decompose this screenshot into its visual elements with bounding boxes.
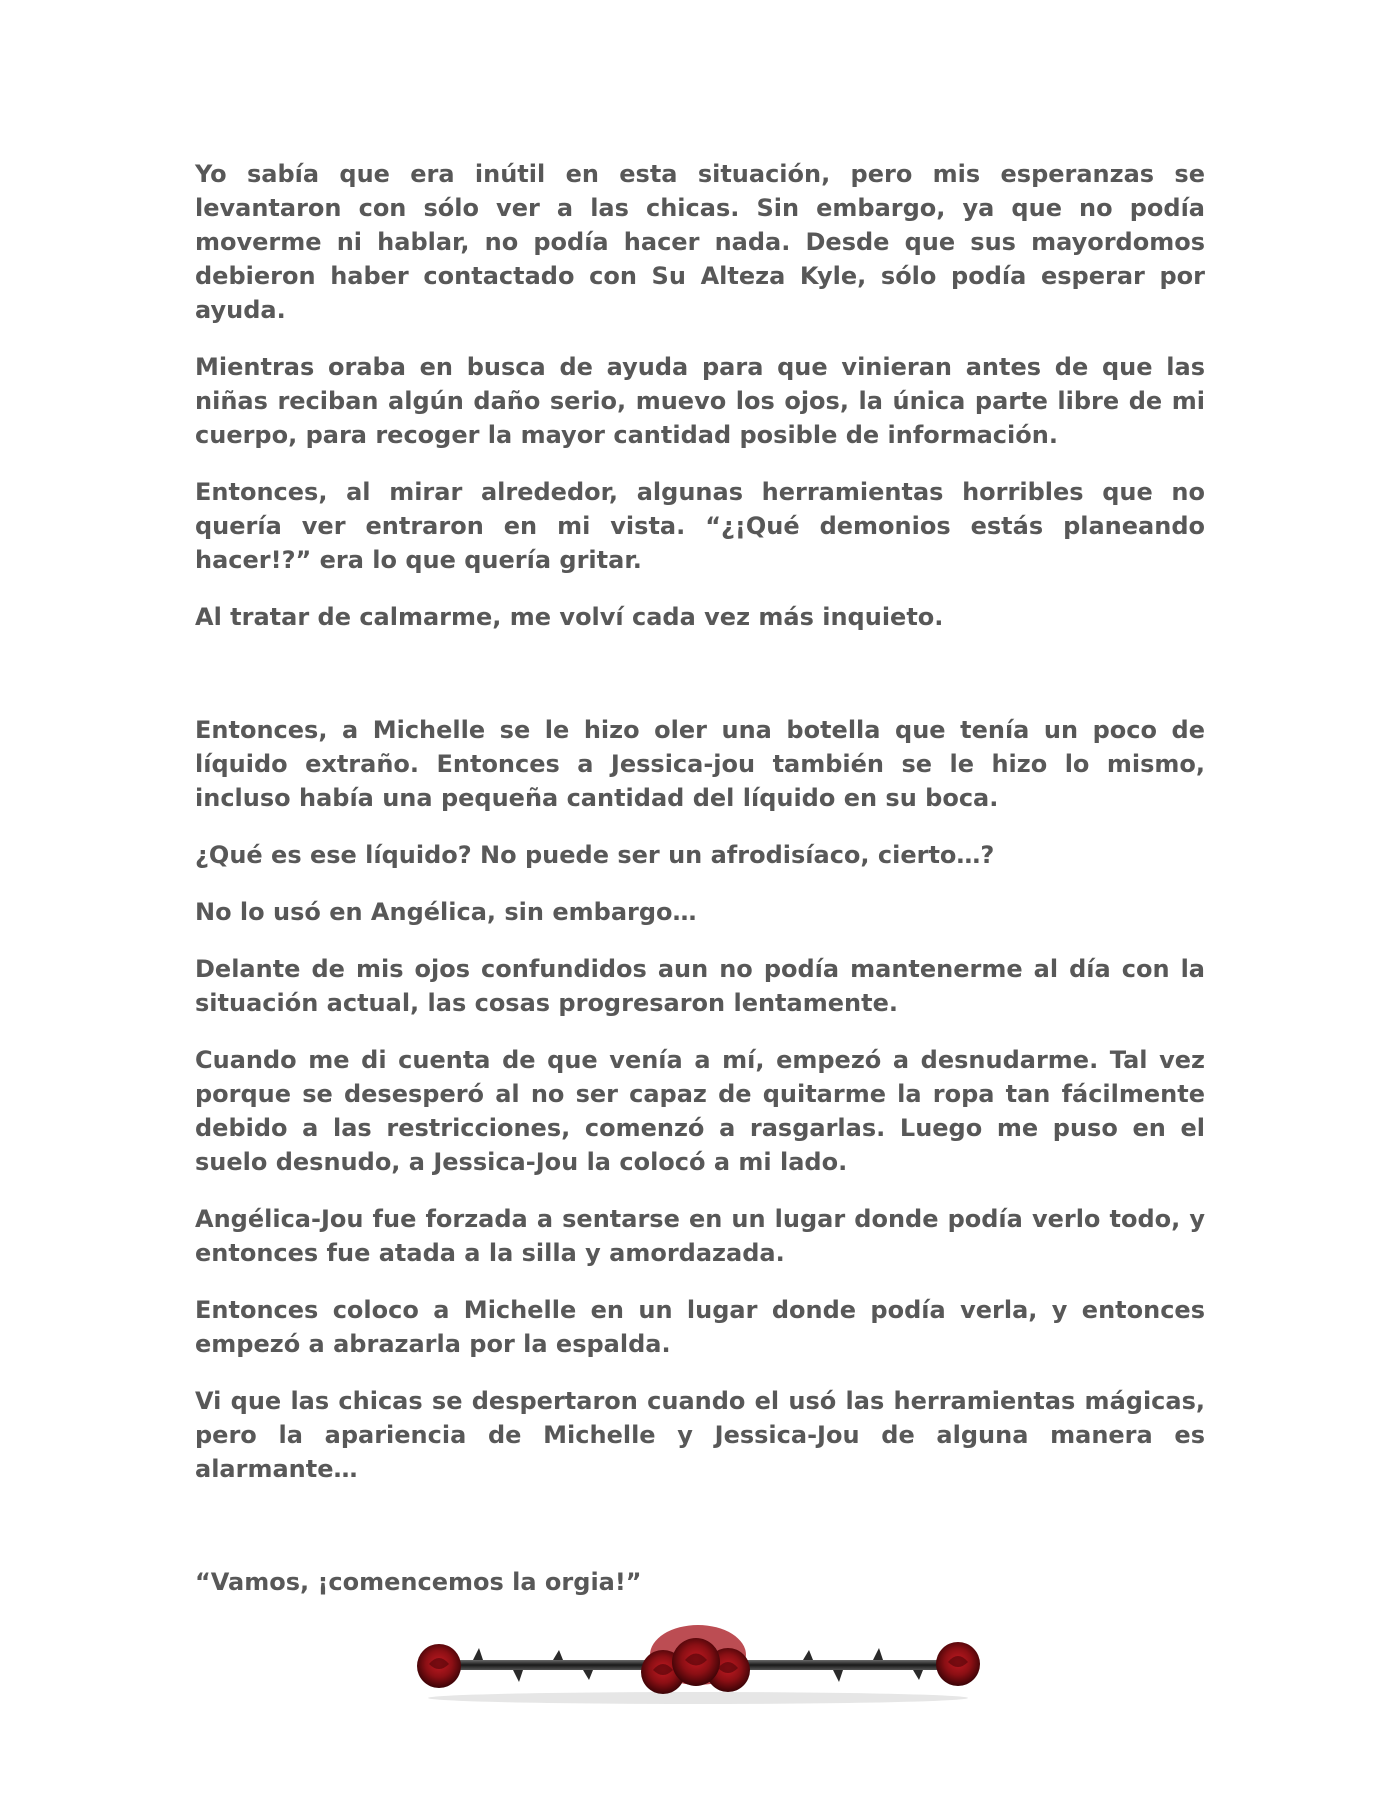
paragraph: No lo usó en Angélica, sin embargo… xyxy=(195,898,697,926)
paragraph: Mientras oraba en busca de ayuda para que vinieran antes de que las niñas reciban algún daño serio, muevo los ojos, la única parte libre de mi cuerpo, para recoger la mayor cantidad posible de información. xyxy=(195,353,1205,449)
section-break xyxy=(195,657,1205,713)
paragraph: Angélica-Jou fue forzada a sentarse en un lugar donde podía verlo todo, y entonces fue atada a la silla y amordazada. xyxy=(195,1205,1205,1267)
paragraph: Entonces coloco a Michelle en un lugar donde podía verla, y entonces empezó a abrazarla por la espalda. xyxy=(195,1296,1205,1358)
text-column xyxy=(195,157,1205,1622)
paragraph: Delante de mis ojos confundidos aun no podía mantenerme al día con la situación actual, las cosas progresaron lentamente. xyxy=(195,955,1205,1017)
paragraph: Cuando me di cuenta de que venía a mí, empezó a desnudarme. Tal vez porque se desesperó al no ser capaz de quitarme la ropa tan fácilmente debido a las restricciones, comenzó a rasgarlas. Luego me puso en el suelo desnudo, a Jessica-Jou la colocó a mi lado. xyxy=(195,1046,1205,1176)
paragraph: Al tratar de calmarme, me volví cada vez más inquieto. xyxy=(195,603,944,631)
paragraph: Vi que las chicas se despertaron cuando el usó las herramientas mágicas, pero la apariencia de Michelle y Jessica-Jou de alguna manera es alarmante… xyxy=(195,1387,1205,1483)
rose-divider-icon xyxy=(403,1610,993,1710)
paragraph: Yo sabía que era inútil en esta situación, pero mis esperanzas se levantaron con sólo ver a las chicas. Sin embargo, ya que no podía moverme ni hablar, no podía hacer nada. Desde que sus mayordomos debieron haber contactado con Su Alteza Kyle, sólo podía esperar por ayuda. xyxy=(195,160,1205,324)
closing-line: “Vamos, ¡comencemos la orgia!” xyxy=(195,1568,642,1596)
paragraph: Entonces, a Michelle se le hizo oler una botella que tenía un poco de líquido extraño. Entonces a Jessica-jou también se le hizo lo mismo, incluso había una pequeña cantidad del líquido en su boca. xyxy=(195,716,1205,812)
section-break xyxy=(195,1509,1205,1565)
paragraph: ¿Qué es ese líquido? No puede ser un afrodisíaco, cierto…? xyxy=(195,841,995,869)
paragraph: Entonces, al mirar alrededor, algunas herramientas horribles que no quería ver entraron en mi vista. “¿¡Qué demonios estás planeando hacer!?” era lo que quería gritar. xyxy=(195,478,1205,574)
